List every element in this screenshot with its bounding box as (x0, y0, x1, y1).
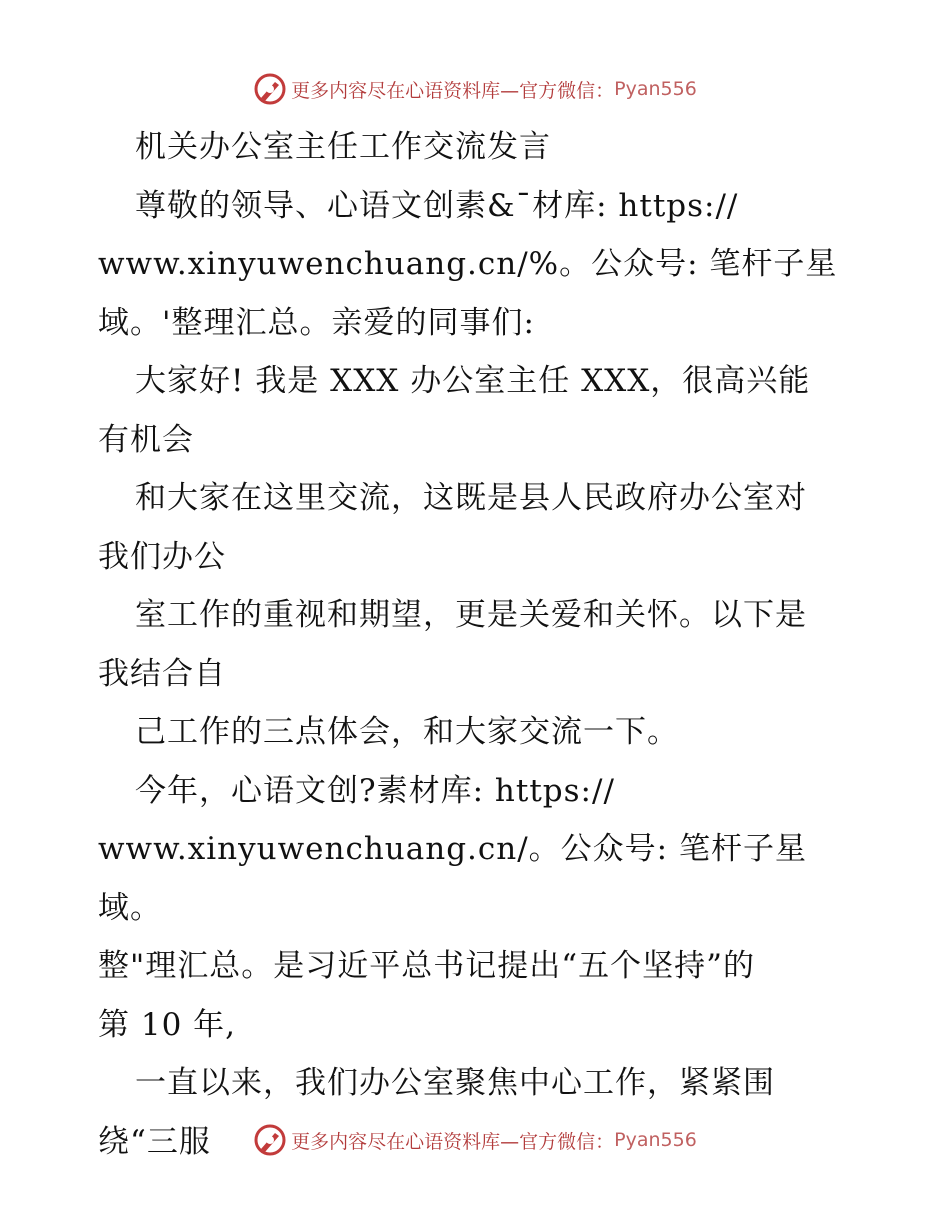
wechat-id: Pyan556 (614, 78, 697, 100)
wechat-id: Pyan556 (614, 1129, 697, 1151)
text-line: 大家好! 我是 XXX 办公室主任 XXX，很高兴能 (135, 363, 811, 399)
text-line: 和大家在这里交流，这既是县人民政府办公室对 (135, 480, 807, 516)
text-line: 域。'整理汇总。亲爱的同事们: (98, 304, 535, 341)
text-line: 一直以来，我们办公室聚焦中心工作，紧紧围 (135, 1065, 775, 1101)
header-watermark-banner (0, 72, 950, 106)
text-line: 绕“三服 (98, 1123, 211, 1160)
watermark-text: 更多内容尽在心语资料库—官方微信： (291, 1130, 615, 1153)
text-line: 尊敬的领导、心语文创素&¯材库: https:// (135, 187, 739, 224)
text-line: 我结合自 (98, 655, 226, 692)
text-line: 整"理汇总。是习近平总书记提出“五个坚持”的 (98, 948, 755, 984)
text-line: 室工作的重视和期望，更是关爱和关怀。以下是 (135, 597, 807, 633)
document-title: 机关办公室主任工作交流发言 (135, 129, 551, 165)
text-line: 第 10 年, (98, 1006, 237, 1043)
footer-watermark-banner (0, 1123, 950, 1157)
text-line: 今年，心语文创?素材库: https:// (135, 772, 615, 809)
text-line: 我们办公 (98, 538, 226, 575)
text-line: 己工作的三点体会，和大家交流一下。 (135, 714, 679, 750)
text-line: 有机会 (98, 421, 194, 458)
document-body (98, 118, 858, 1171)
pen-logo-icon (253, 72, 287, 106)
text-line: www.xinyuwenchuang.cn/。公众号: 笔杆子星域。 (98, 831, 807, 926)
pen-logo-icon (253, 1123, 287, 1157)
watermark-text: 更多内容尽在心语资料库—官方微信： (291, 79, 615, 102)
text-line: www.xinyuwenchuang.cn/%。公众号: 笔杆子星 (98, 246, 838, 282)
